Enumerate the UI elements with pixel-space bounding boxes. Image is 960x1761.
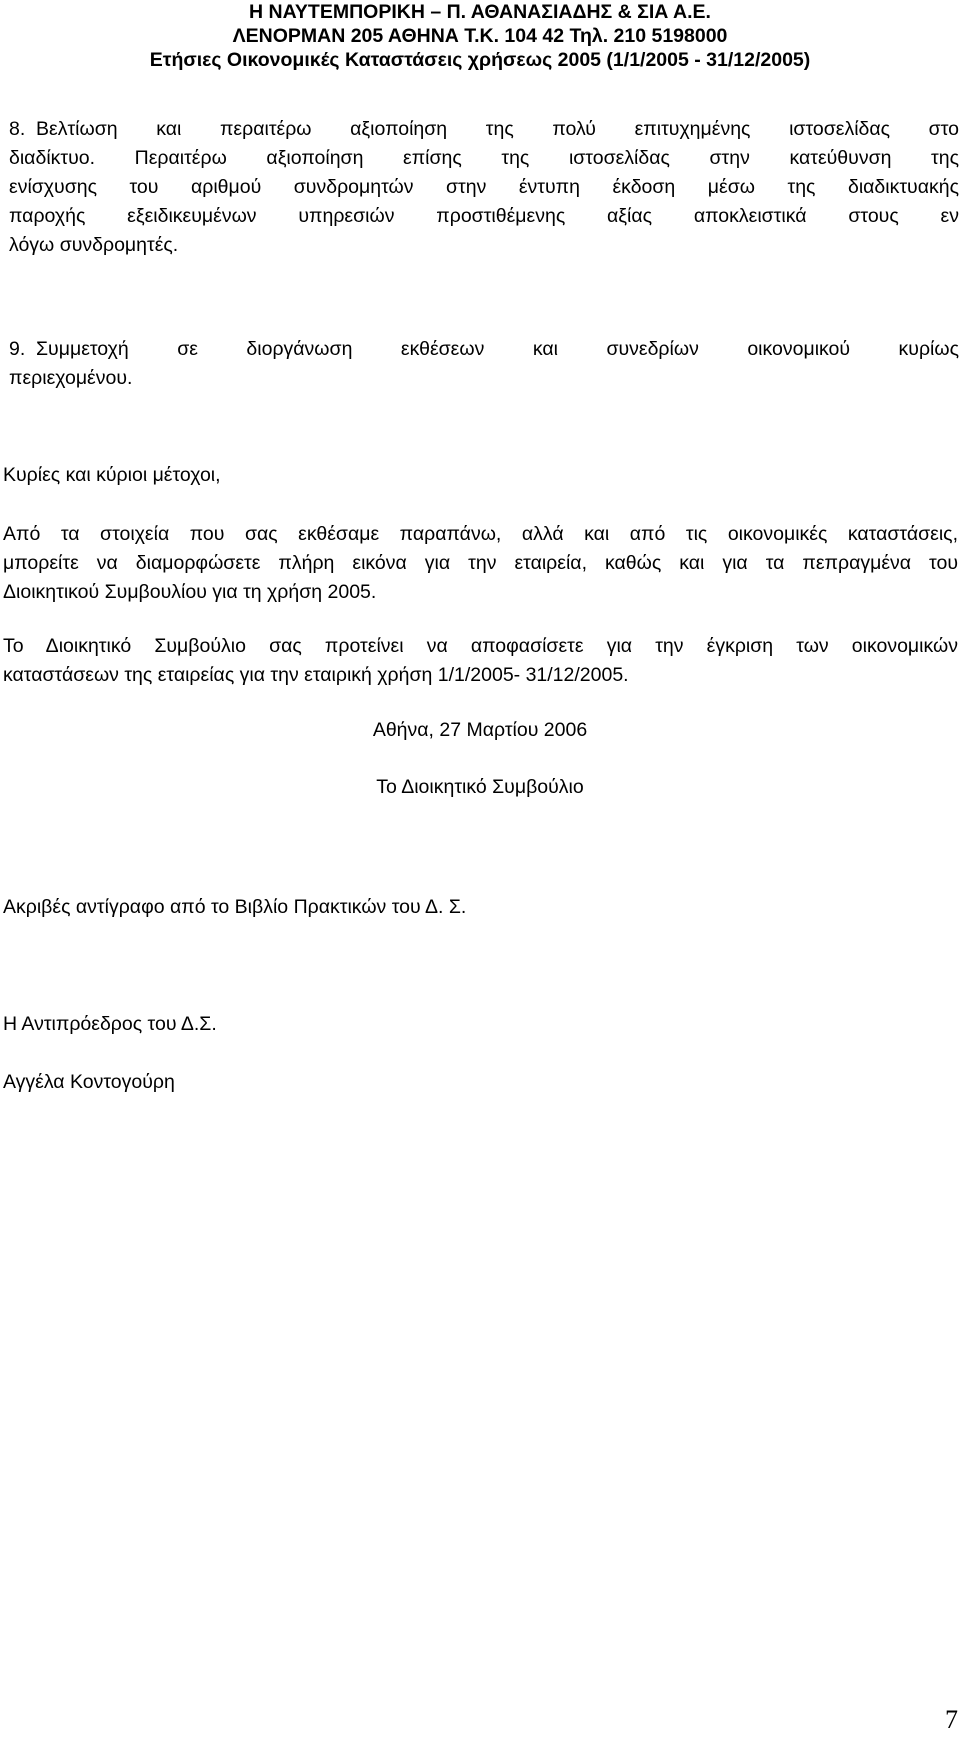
paragraph-line: καταστάσεων της εταιρείας για την εταιρική χρήση 1/1/2005- 31/12/2005. — [3, 664, 629, 686]
place-date: Αθήνα, 27 Μαρτίου 2006 — [372, 719, 588, 741]
signatory: Το Διοικητικό Συμβούλιο — [376, 776, 584, 798]
paragraph-proposal — [3, 632, 958, 690]
company-name: Η ΝΑΥΤΕΜΠΟΡΙΚΗ – Π. ΑΘΑΝΑΣΙΑΔΗΣ & ΣΙΑ Α.Ε. — [249, 1, 711, 23]
page-number: 7 — [945, 1705, 958, 1734]
item-text-line: λόγω συνδρομητές. — [9, 234, 179, 256]
list-item-9 — [9, 335, 959, 393]
certified-copy-note: Ακριβές αντίγραφο από το Βιβλίο Πρακτικών του Δ. Σ. — [3, 896, 467, 918]
paragraph-line: Διοικητικού Συμβουλίου για τη χρήση 2005. — [3, 581, 377, 603]
paragraph-line: μπορείτε να διαμορφώσετε πλήρη εικόνα για την εταιρεία, καθώς και για τα πεπραγμένα του — [3, 552, 958, 574]
statements-title: Ετήσιες Οικονομικές Καταστάσεις χρήσεως 2005 (1/1/2005 - 31/12/2005) — [149, 49, 811, 71]
document-header — [0, 0, 960, 72]
item-text-line: Συμμετοχή σε διοργάνωση εκθέσεων και συνεδρίων οικονομικού κυρίως — [36, 338, 959, 360]
item-text-line: ενίσχυσης του αριθμού συνδρομητών στην έντυπη έκδοση μέσω της διαδικτυακής — [9, 176, 959, 198]
item-text-line: διαδίκτυο. Περαιτέρω αξιοποίηση επίσης της ιστοσελίδας στην κατεύθυνση της — [9, 147, 959, 169]
item-text-line: Βελτίωση και περαιτέρω αξιοποίηση της πολύ επιτυχημένης ιστοσελίδας στο — [36, 118, 959, 140]
item-text-line: παροχής εξειδικευμένων υπηρεσιών προστιθέμενης αξίας αποκλειστικά στους εν — [9, 205, 959, 227]
paragraph-summary — [3, 520, 958, 607]
salutation: Κυρίες και κύριοι μέτοχοι, — [3, 464, 221, 486]
list-item-8 — [9, 115, 959, 260]
item-number: 9. — [9, 338, 26, 360]
item-text-line: περιεχομένου. — [9, 367, 133, 389]
paragraph-line: Το Διοικητικό Συμβούλιο σας προτείνει να αποφασίσετε για την έγκριση των οικονομικών — [3, 635, 958, 657]
vice-chair-title: Η Αντιπρόεδρος του Δ.Σ. — [3, 1013, 217, 1035]
paragraph-line: Από τα στοιχεία που σας εκθέσαμε παραπάνω, αλλά και από τις οικονομικές καταστάσεις, — [3, 523, 958, 545]
item-number: 8. — [9, 118, 26, 140]
vice-chair-name: Αγγέλα Κοντογούρη — [3, 1071, 175, 1093]
company-address: ΛΕΝΟΡΜΑΝ 205 ΑΘΗΝΑ Τ.Κ. 104 42 Τηλ. 210 5198000 — [232, 25, 728, 47]
